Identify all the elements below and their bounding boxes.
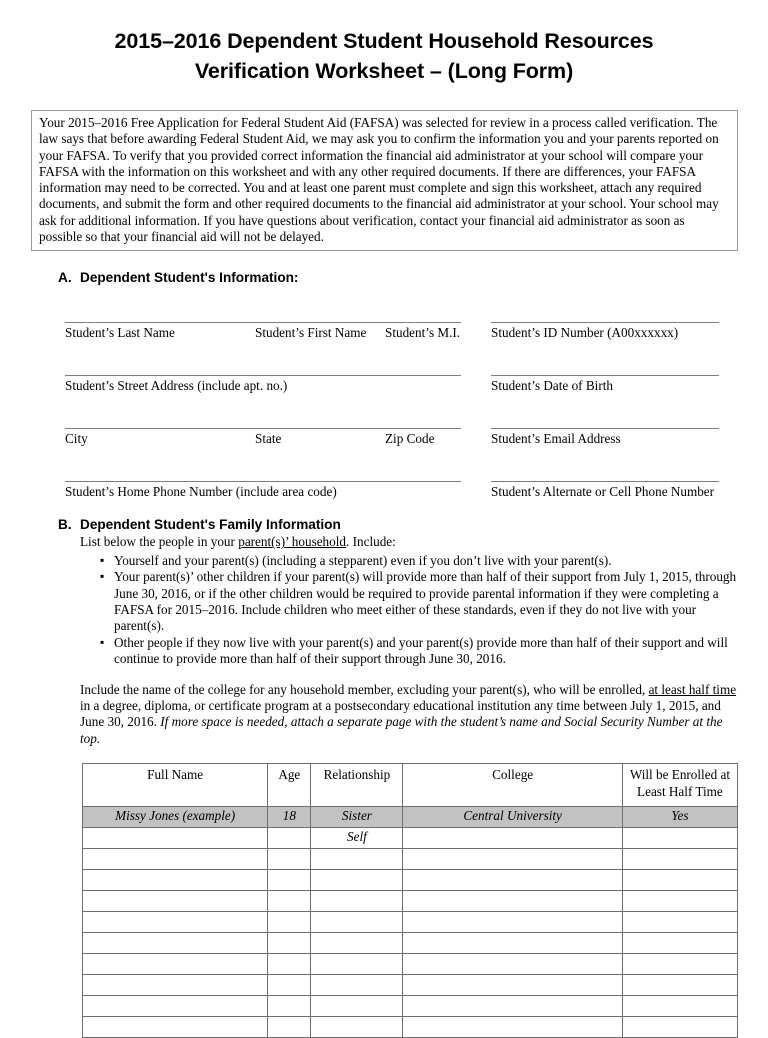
note-italic: If more space is needed, attach a separate page with the student’s name and Social Security Number at the top. (80, 714, 723, 746)
household-table-wrapper (58, 763, 738, 1038)
cell-college[interactable] (403, 954, 622, 975)
cell-relationship[interactable] (311, 870, 403, 891)
student-information-fields (58, 300, 738, 500)
section-a (0, 269, 768, 500)
cell-college[interactable] (403, 891, 622, 912)
cell-enrolled[interactable] (622, 912, 737, 933)
table-row (83, 870, 738, 891)
cell-age[interactable] (268, 975, 311, 996)
household-members-table (82, 763, 738, 1038)
cell-age[interactable] (268, 954, 311, 975)
cell-relationship[interactable] (311, 891, 403, 912)
cell-enrolled[interactable] (622, 933, 737, 954)
section-a-heading (58, 269, 738, 286)
label-date-of-birth: Student’s Date of Birth (491, 378, 613, 394)
cell-relationship[interactable] (311, 1017, 403, 1038)
cell-college[interactable] (403, 849, 622, 870)
section-b-heading (58, 516, 738, 533)
cell-college[interactable] (403, 933, 622, 954)
cell-enrolled: Yes (622, 807, 737, 828)
city-state-zip-group (65, 402, 461, 447)
table-row (83, 891, 738, 912)
cell-phone-group (491, 455, 719, 500)
cell-relationship[interactable] (311, 975, 403, 996)
cell-full-name[interactable] (83, 954, 268, 975)
street-field-group (65, 349, 461, 394)
table-row (83, 996, 738, 1017)
id-number-input-line[interactable] (491, 300, 719, 323)
cell-enrolled[interactable] (622, 849, 737, 870)
cell-college[interactable] (403, 828, 622, 849)
cell-phone-input-line[interactable] (491, 455, 719, 482)
cell-relationship[interactable] (311, 954, 403, 975)
cell-enrolled[interactable] (622, 996, 737, 1017)
cell-relationship[interactable]: Self (311, 828, 403, 849)
home-phone-group (65, 455, 461, 500)
column-header-relationship: Relationship (311, 764, 403, 807)
label-home-phone: Student’s Home Phone Number (include area code) (65, 484, 337, 500)
column-header-college: College (403, 764, 622, 807)
cell-enrolled[interactable] (622, 870, 737, 891)
household-inclusion-bullets (80, 553, 738, 668)
cell-relationship[interactable] (311, 912, 403, 933)
label-first-name: Student’s First Name (255, 325, 367, 341)
label-email: Student’s Email Address (491, 431, 621, 447)
cell-full-name[interactable] (83, 975, 268, 996)
note-pre: Include the name of the college for any household member, excluding your parent(s), who will be enrolled, (80, 681, 649, 697)
section-b (0, 516, 768, 1038)
column-header-enrolled-line-2: Least Half Time (637, 784, 723, 800)
cell-full-name[interactable] (83, 996, 268, 1017)
section-b-title: Dependent Student's Family Information (80, 517, 341, 533)
household-intro-pre: List below the people in your (80, 534, 239, 550)
cell-college[interactable] (403, 912, 622, 933)
cell-college: Central University (403, 807, 622, 828)
label-middle-initial: Student’s M.I. (385, 325, 461, 341)
cell-enrolled[interactable] (622, 891, 737, 912)
label-cell-phone: Student’s Alternate or Cell Phone Number (491, 484, 715, 500)
cell-full-name[interactable] (83, 933, 268, 954)
column-header-full-name: Full Name (83, 764, 268, 807)
section-b-body (58, 534, 738, 747)
household-intro-post: . Include: (346, 534, 396, 550)
email-input-line[interactable] (491, 402, 719, 429)
field-row-city-state-zip (65, 402, 738, 447)
table-row (83, 807, 738, 828)
cell-enrolled[interactable] (622, 954, 737, 975)
cell-relationship[interactable] (311, 849, 403, 870)
section-a-title: Dependent Student's Information: (80, 270, 299, 286)
table-row (83, 954, 738, 975)
name-input-line[interactable] (65, 300, 461, 323)
cell-age[interactable] (268, 870, 311, 891)
cell-relationship[interactable] (311, 933, 403, 954)
cell-age[interactable] (268, 1017, 311, 1038)
field-row-address (65, 349, 738, 394)
cell-college[interactable] (403, 975, 622, 996)
cell-college[interactable] (403, 870, 622, 891)
label-city: City (65, 431, 88, 447)
field-row-phone (65, 455, 738, 500)
label-state: State (255, 431, 282, 447)
table-row (83, 933, 738, 954)
section-a-letter: A. (58, 270, 72, 286)
note-mid: in a degree, diploma, or certificate program at a postsecondary educational institution any time between July 1, 2015, and June 30, 2016. (80, 698, 721, 730)
id-field-group (491, 300, 719, 341)
table-row (83, 975, 738, 996)
label-last-name: Student’s Last Name (65, 325, 175, 341)
table-header (83, 764, 738, 807)
cell-college[interactable] (403, 1017, 622, 1038)
cell-age[interactable] (268, 828, 311, 849)
field-row-name (65, 300, 738, 341)
cell-age[interactable] (268, 912, 311, 933)
table-header-row (83, 764, 738, 807)
cell-age[interactable] (268, 849, 311, 870)
column-header-enrolled-line-1: Will be Enrolled at (629, 767, 730, 783)
cell-relationship: Sister (311, 807, 403, 828)
household-intro-line (80, 534, 738, 550)
cell-age: 18 (268, 807, 311, 828)
intro-paragraph: Your 2015–2016 Free Application for Federal Student Aid (FAFSA) was selected for review in a process called verification. The law says that before awarding Federal Student Aid, we may ask you to confirm the information you and your parents reported on your FAFSA. To verify that you provided correct information the financial aid administrator at your school will compare your FAFSA with the information on this worksheet and with any other required documents. If there are differences, your FAFSA information may need to be corrected. You and at least one parent must complete and sign this worksheet, attach any required documents, and submit the form and other required documents to the financial aid administrator at your school. Your school may ask for additional information. If you have questions about verification, contact your financial aid administrator as soon as possible so that your financial aid will not be delayed. (39, 115, 719, 245)
name-field-group (65, 300, 461, 341)
table-row (83, 828, 738, 849)
cell-full-name[interactable] (83, 849, 268, 870)
column-header-age: Age (268, 764, 311, 807)
table-body (83, 807, 738, 1038)
cell-age[interactable] (268, 933, 311, 954)
section-b-letter: B. (58, 517, 72, 533)
label-zip-code: Zip Code (385, 431, 435, 447)
cell-full-name: Missy Jones (example) (83, 807, 268, 828)
city-state-zip-input-line[interactable] (65, 402, 461, 429)
cell-full-name[interactable] (83, 891, 268, 912)
date-of-birth-input-line[interactable] (491, 349, 719, 376)
cell-relationship[interactable] (311, 996, 403, 1017)
cell-full-name[interactable] (83, 870, 268, 891)
list-item: ▪ Your parent(s)’ other children if your parent(s) will provide more than half of their support from July 1, 2015, through June 30, 2016, or if the other children would be required to provide parental information if they were completing a FAFSA for 2015–2016. Include children who meet either of these standards, even if they do not live with your parent(s). (100, 569, 738, 635)
cell-college[interactable] (403, 996, 622, 1017)
table-row (83, 849, 738, 870)
cell-full-name[interactable] (83, 912, 268, 933)
column-header-enrolled (622, 764, 737, 807)
cell-age[interactable] (268, 996, 311, 1017)
list-item: ▪ Other people if they now live with your parent(s) and your parent(s) provide more than half of their support and will continue to provide more than half of their support through June 30, 2016. (100, 635, 738, 668)
dob-field-group (491, 349, 719, 394)
list-item: ▪ Yourself and your parent(s) (including a stepparent) even if you don’t live with your parent(s). (100, 553, 738, 569)
cell-enrolled[interactable] (622, 828, 737, 849)
note-underlined: at least half time (648, 681, 737, 697)
label-id-number: Student’s ID Number (A00xxxxxx) (491, 325, 679, 341)
cell-enrolled[interactable] (622, 1017, 737, 1038)
label-street-address: Student’s Street Address (include apt. no.) (65, 378, 288, 394)
street-address-input-line[interactable] (65, 349, 461, 376)
cell-full-name[interactable] (83, 1017, 268, 1038)
email-field-group (491, 402, 719, 447)
cell-enrolled[interactable] (622, 975, 737, 996)
title-line-1: 2015–2016 Dependent Student Household Resources (114, 29, 654, 53)
page-title (0, 0, 768, 86)
cell-full-name[interactable] (83, 828, 268, 849)
home-phone-input-line[interactable] (65, 455, 461, 482)
college-enrollment-note (80, 682, 738, 748)
household-intro-underlined: parent(s)’ household (238, 534, 347, 550)
title-line-2: Verification Worksheet – (Long Form) (194, 59, 574, 83)
cell-age[interactable] (268, 891, 311, 912)
table-row (83, 1017, 738, 1038)
table-row (83, 912, 738, 933)
intro-notice-box (31, 110, 738, 251)
